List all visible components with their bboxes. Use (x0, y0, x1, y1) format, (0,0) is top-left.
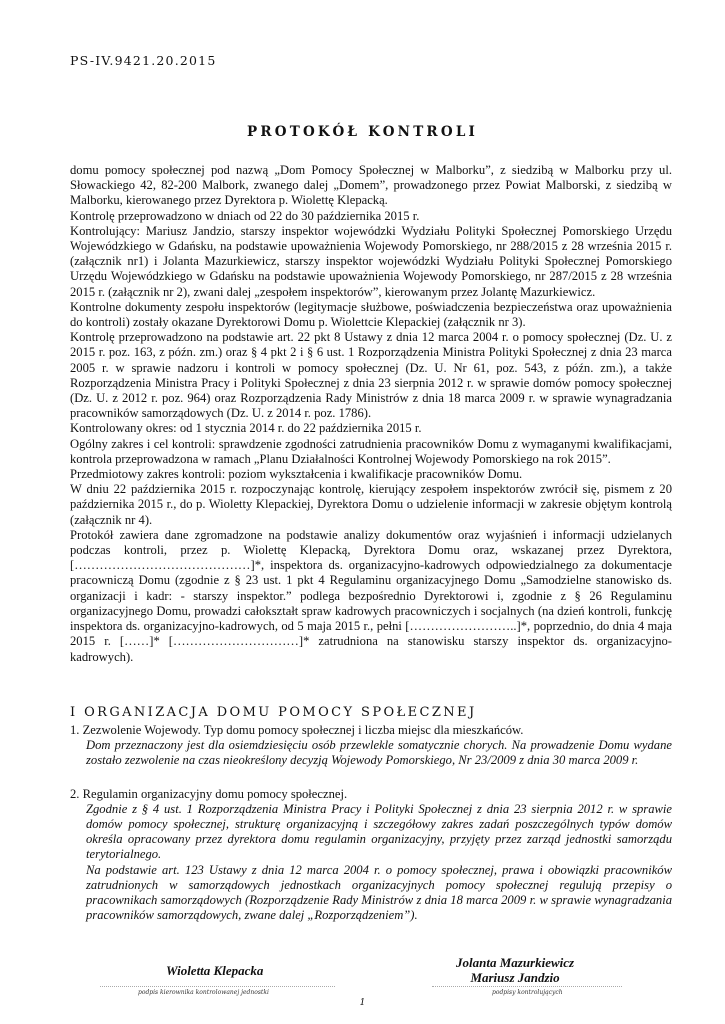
section-heading: I ORGANIZACJA DOMU POMOCY SPOŁECZNEJ (70, 705, 477, 720)
paragraph-facility: domu pomocy społecznej pod nazwą „Dom Pomocy Społecznej w Malborku”, z siedzibą w Malborku przy ul. Słowackiego 42, 82-200 Malbork, zwanego dalej „Domem”, prowadzonego przez Powiat Malborski, z siedzibą w Malborku, kierowanego przez Dyrektora p. Wiolettę Klepacką. (70, 163, 672, 208)
signature-inspector-2: Mariusz Jandzio (470, 970, 560, 985)
signature-inspectors (456, 955, 574, 985)
page-number: 1 (359, 998, 366, 1008)
paragraph-legal-basis: Kontrolę przeprowadzono na podstawie art. 22 pkt 8 Ustawy z dnia 12 marca 2004 r. o pomocy społecznej (Dz. U. z 2015 r. poz. 163, z późn. zm.) oraz § 4 pkt 2 i § 6 ust. 1 Rozporządzenia Ministra Polityki Społecznej z dnia 23 marca 2005 r. w sprawie nadzoru i kontroli w pomocy społecznej (Dz. U. Nr 61, poz. 543, z późn. zm.), a także Rozporządzenia Ministra Pracy i Polityki Społecznej z dnia 23 sierpnia 2012 r. w sprawie domów pomocy społecznej (Dz. U. z 2012 r. poz. 964) oraz Rozporządzenia Rady Ministrów z dnia 18 marca 2009 r. w sprawie wynagradzania pracowników samorządowych (Dz. U. z 2014 r. poz. 1786). (70, 330, 672, 421)
signature-caption-right: podpisy kontrolujących (492, 989, 563, 996)
item-1-title: 1. Zezwolenie Wojewody. Typ domu pomocy społecznej i liczba miejsc dla mieszkańców. (70, 723, 524, 737)
paragraph-dates: Kontrolę przeprowadzono w dniach od 22 do 30 października 2015 r. (70, 208, 420, 223)
signature-caption-left: podpis kierownika kontrolowanej jednostki (138, 989, 269, 996)
signature-inspector-1: Jolanta Mazurkiewicz (456, 955, 575, 970)
item-2-content-2: Na podstawie art. 123 Ustawy z dnia 12 marca 2004 r. o pomocy społecznej, prawa i obowiązki pracowników zatrudnionych w samorządowych jednostkach organizacyjnych pomocy społecznej regulują przepisy o pracownikach samorządowych (Rozporządzenie Rady Ministrów z dnia 18 marca 2009 r. w sprawie wynagradzania pracowników samorządowych, zwane dalej „Rozporządzeniem”). (86, 862, 672, 923)
paragraph-period: Kontrolowany okres: od 1 stycznia 2014 r. do 22 października 2015 r. (70, 421, 422, 436)
document-reference: PS-IV.9421.20.2015 (70, 53, 217, 68)
intro-section (70, 163, 672, 665)
paragraph-inspectors: Kontrolujący: Mariusz Jandzio, starszy inspektor wojewódzki Wydziału Polityki Społecznej Pomorskiego Urzędu Wojewódzkiego w Gdańsku, na podstawie upoważnienia Wojewody Pomorskiego, nr 288/2015 z 28 września 2015 r. (załącznik nr1) i Jolanta Mazurkiewicz, starszy inspektor wojewódzki Wydziału Polityki Społecznej Pomorskiego Urzędu Wojewódzkiego w Gdańsku na podstawie upoważnienia Wojewody Pomorskiego, nr 287/2015 z 28 września 2015 r. (załącznik nr 2), zwani dalej „zespołem inspektorów”, kierowanym przez Jolantę Mazurkiewicz. (70, 223, 672, 299)
paragraph-documents: Kontrolne dokumenty zespołu inspektorów (legitymacje służbowe, poświadczenia bezpieczeństwa oraz upoważnienia do kontroli) zostały okazane Dyrektorowi Domu p. Wiolettcie Klepackiej (załącznik nr 3). (70, 299, 672, 330)
paragraph-start: W dniu 22 października 2015 r. rozpoczynając kontrolę, kierujący zespołem inspektorów zwrócił się, pismem z 20 października 2015 r., do p. Wioletty Klepackiej, Dyrektora Domu o udzielenie informacji w zakresie objętym kontrolą (załącznik nr 4). (70, 482, 672, 527)
paragraph-protocol: Protokół zawiera dane zgromadzone na podstawie analizy dokumentów oraz wyjaśnień i informacji udzielanych podczas kontroli, przez p. Wiolettę Klepacką, Dyrektora Domu oraz, wskazanej przez Dyrektora, [……………………………………]*, inspektora ds. organizacyjno-kadrowych odpowiedzialnego za dokumentacje pracowniczą Domu (zgodnie z § 23 ust. 1 pkt 4 Regulaminu organizacyjnego Domu „Samodzielne stanowisko ds. organizacji i kadr: - starszy inspektor.” podlega bezpośrednio Dyrektorowi i, zgodnie z § 26 Regulaminu organizacyjnego Domu, prowadzi całokształt spraw kadrowych pracowniczych i socjalnych (na dzień kontroli, funkcję inspektora ds. organizacyjno-kadrowych, od 5 maja 2015 r., pełni [……………………..]*, poprzednio, do dnia 4 maja 2015 r. [……]* […………………………]* zatrudniona na stanowisku starszy inspektor ds. organizacyjno-kadrowych). (70, 527, 672, 664)
item-2-content: Zgodnie z § 4 ust. 1 Rozporządzenia Ministra Pracy i Polityki Społecznej z dnia 23 sierpnia 2012 r. w sprawie domów pomocy społecznej, strukturę organizacyjną i szczegółowy zakres zadań poszczególnych typów domów określa opracowany przez dyrektora domu regulamin organizacyjny, przyjęty przez zarząd jednostki samorządu terytorialnego. (86, 801, 672, 862)
item-1-content: Dom przeznaczony jest dla osiemdziesięciu osób przewlekle somatycznie chorych. Na prowadzenie Domu wydane zostało zezwolenie na czas nieokreślony decyzją Wojewody Pomorskiego, Nr 23/2009 z dnia 30 marca 2009 r. (86, 738, 672, 768)
paragraph-subject: Przedmiotowy zakres kontroli: poziom wykształcenia i kwalifikacje pracowników Domu. (70, 467, 523, 482)
spacer (70, 769, 672, 787)
paragraph-scope: Ogólny zakres i cel kontroli: sprawdzenie zgodności zatrudnienia pracowników Domu z wymaganymi kwalifikacjami, kontrola przeprowadzona w ramach „Planu Działalności Kontrolnej Wojewody Pomorskiego na rok 2015”. (70, 436, 672, 466)
item-2-title: 2. Regulamin organizacyjny domu pomocy społecznej. (70, 786, 348, 801)
signature-line-right (432, 986, 622, 987)
document-title: PROTOKÓŁ KONTROLI (246, 124, 479, 140)
signature-director: Wioletta Klepacka (166, 963, 264, 978)
section-items (70, 723, 672, 923)
signature-line-left (100, 986, 335, 987)
